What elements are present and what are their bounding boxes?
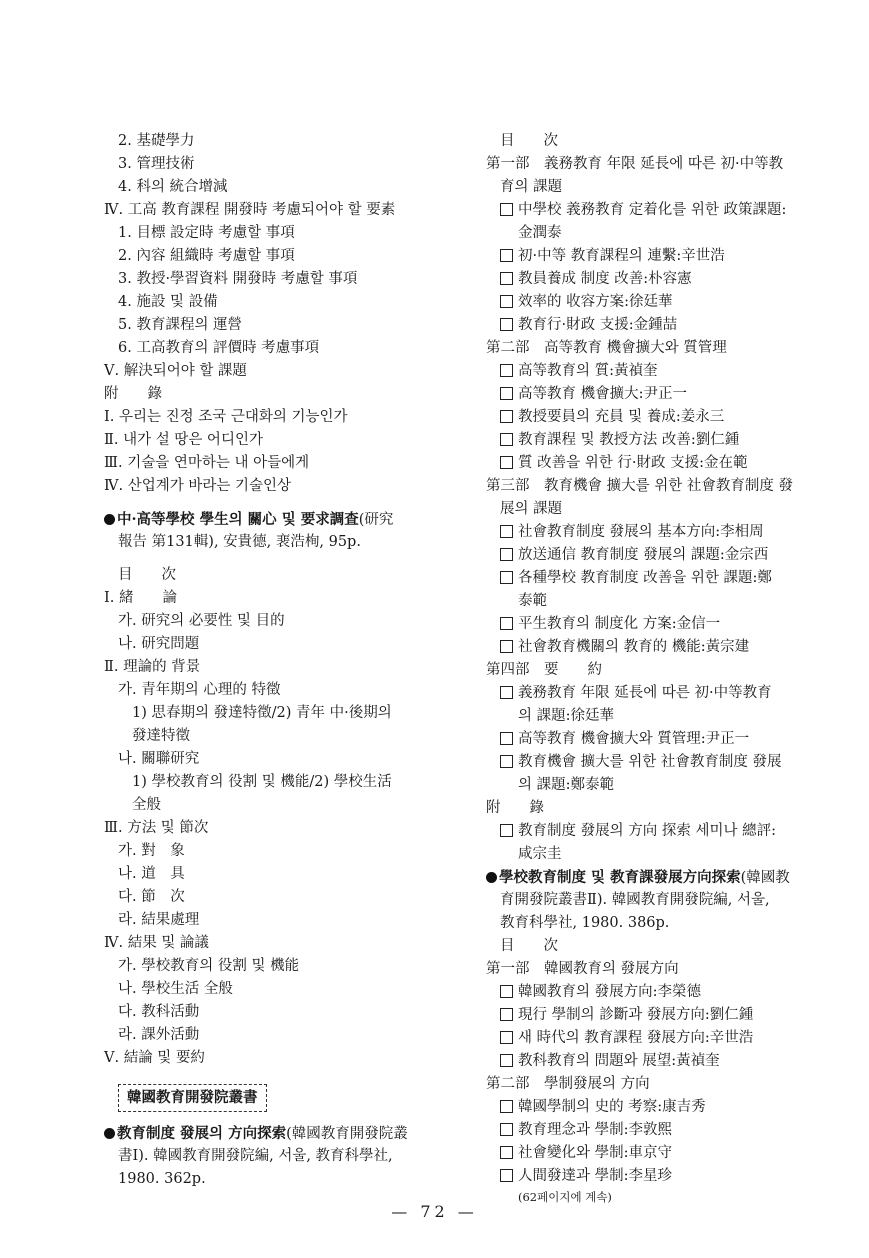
toc-item: 나. 關聯研究 — [118, 751, 200, 767]
toc-item-text: 現行 學制의 診斷과 發展方向:劉仁鍾 — [518, 1007, 754, 1023]
toc-item: 2. 基礎學力 — [118, 133, 195, 149]
checkbox-square-icon — [500, 1146, 513, 1159]
toc-item-text: 社會變化와 學制:車京守 — [518, 1145, 673, 1161]
checkbox-square-icon — [500, 410, 513, 423]
toc-item: 全般 — [132, 797, 161, 813]
toc-item — [486, 613, 846, 636]
toc-item — [486, 1096, 846, 1119]
toc-item-text: 教育制度 發展의 方向 探索 세미나 總評: — [518, 823, 776, 839]
toc-section-heading: 第三部 教育機會 擴大를 위한 社會教育制度 發 — [486, 478, 793, 494]
checkbox-square-icon — [500, 387, 513, 400]
toc-item — [486, 820, 846, 843]
toc-item-text: 社會教育制度 發展의 基本方向:李相周 — [518, 524, 764, 540]
toc-item — [486, 314, 846, 337]
checkbox-square-icon — [500, 617, 513, 630]
bullet-dot-icon — [486, 872, 497, 883]
toc-section-heading: 附 錄 — [486, 800, 544, 816]
checkbox-square-icon — [500, 571, 513, 584]
toc-item: 나. 研究問題 — [118, 636, 200, 652]
toc-item: 6. 工高教育의 評價時 考慮事項 — [118, 340, 320, 356]
spacer — [104, 498, 464, 508]
toc-item: Ⅰ. 緒 論 — [104, 590, 177, 606]
toc-item-text: 韓國學制의 史的 考察:康吉秀 — [518, 1099, 706, 1115]
toc-item: 가. 青年期의 心理的 特徵 — [118, 682, 281, 698]
bullet-dot-icon — [104, 514, 115, 525]
toc-item — [486, 268, 846, 291]
toc-item — [486, 245, 846, 268]
toc-heading: 目 次 — [118, 567, 176, 583]
toc-item — [486, 636, 846, 659]
entry-meta: (韓國教育開發院叢 — [286, 1126, 408, 1142]
series-title-box: 韓國教育開發院叢書 — [118, 1084, 267, 1112]
entry-meta: 教育科學社, 1980. 386p. — [500, 915, 670, 931]
toc-continuation: 의 課題:徐廷華 — [518, 708, 615, 724]
toc-continuation: 金潤泰 — [518, 225, 562, 241]
checkbox-square-icon — [500, 732, 513, 745]
toc-item — [486, 1119, 846, 1142]
entry-meta: 書Ⅰ). 韓國教育開發院編, 서울, 教育科學社, — [118, 1148, 393, 1164]
bullet-dot-icon — [104, 1128, 115, 1139]
toc-item — [486, 1027, 846, 1050]
checkbox-square-icon — [500, 755, 513, 768]
toc-item-text: 새 時代의 教育課程 發展方向:辛世浩 — [518, 1030, 754, 1046]
toc-continuation: 의 課題:鄭泰範 — [518, 777, 615, 793]
toc-item — [486, 199, 846, 222]
appendix-heading: 附 錄 — [104, 386, 162, 402]
toc-item — [486, 567, 846, 590]
checkbox-square-icon — [500, 318, 513, 331]
toc-item-text: 效率的 收容方案:徐廷華 — [518, 294, 673, 310]
checkbox-square-icon — [500, 1123, 513, 1136]
toc-item: 라. 課外活動 — [118, 1027, 200, 1043]
toc-item: 4. 施設 및 設備 — [118, 294, 218, 310]
toc-item: Ⅴ. 結論 및 要約 — [104, 1050, 205, 1066]
entry-title-line — [104, 508, 464, 531]
toc-item-text: 教員養成 制度 改善:朴容憲 — [518, 271, 692, 287]
toc-item: 가. 學校教育의 役割 및 機能 — [118, 958, 300, 974]
toc-item: 다. 教科活動 — [118, 1004, 200, 1020]
checkbox-square-icon — [500, 364, 513, 377]
toc-item-text: 高等教育 機會擴大와 質管理:尹正一 — [518, 731, 750, 747]
toc-item — [486, 682, 846, 705]
continued-note: (62페이지에 계속) — [518, 1190, 612, 1204]
toc-item: Ⅳ. 結果 및 論議 — [104, 935, 209, 951]
entry-title: 學校教育制度 및 教育課發展方向探索 — [499, 869, 741, 886]
toc-item: Ⅲ. 方法 및 節次 — [104, 820, 209, 836]
toc-item — [486, 406, 846, 429]
toc-continuation: 咸宗圭 — [518, 846, 562, 862]
entry-meta: 報告 第131輯), 安貴德, 裵浩栒, 95p. — [118, 534, 361, 550]
toc-item — [486, 291, 846, 314]
appendix-item: Ⅰ. 우리는 진정 조국 근대화의 기능인가 — [104, 409, 348, 425]
toc-section-heading: 第二部 高等教育 機會擴大와 質管理 — [486, 340, 727, 356]
toc-item-text: 韓國教育의 發展方向:李榮德 — [518, 984, 702, 1000]
checkbox-square-icon — [500, 1100, 513, 1113]
toc-item-text: 教授要員의 充員 및 養成:姜永三 — [518, 409, 725, 425]
left-column — [104, 130, 464, 1191]
checkbox-square-icon — [500, 249, 513, 262]
checkbox-square-icon — [500, 272, 513, 285]
toc-item — [486, 452, 846, 475]
toc-item — [486, 728, 846, 751]
toc-item-text: 教育機會 擴大를 위한 社會教育制度 發展 — [518, 754, 782, 770]
toc-item-text: 人間發達과 學制:李星珍 — [518, 1168, 673, 1184]
toc-item-text: 初·中等 教育課程의 連繫:辛世浩 — [518, 248, 725, 264]
checkbox-square-icon — [500, 548, 513, 561]
toc-item: 가. 研究의 必要性 및 目的 — [118, 613, 285, 629]
toc-section-heading: 第一部 義務教育 年限 延長에 따른 初·中等教 — [486, 156, 784, 172]
section-heading: Ⅳ. 工高 教育課程 開發時 考慮되어야 할 要素 — [104, 202, 396, 218]
toc-item-text: 高等教育의 質:黃禎奎 — [518, 363, 658, 379]
toc-item: 發達特徵 — [132, 728, 190, 744]
toc-item: 나. 學校生活 全般 — [118, 981, 233, 997]
toc-item: 1) 思春期의 發達特徵/2) 青年 中·後期의 — [132, 705, 392, 721]
toc-item-text: 教育行·財政 支援:金鍾喆 — [518, 317, 678, 333]
toc-item — [486, 981, 846, 1004]
toc-item — [486, 360, 846, 383]
entry-title-line — [104, 1122, 464, 1145]
checkbox-square-icon — [500, 1054, 513, 1067]
toc-item: Ⅱ. 理論的 背景 — [104, 659, 201, 675]
toc-item: 2. 內容 組織時 考慮할 事項 — [118, 248, 295, 264]
toc-item-text: 義務教育 年限 延長에 따른 初·中等教育 — [518, 685, 772, 701]
checkbox-square-icon — [500, 295, 513, 308]
toc-item — [486, 521, 846, 544]
toc-item-text: 放送通信 教育制度 發展의 課題:金宗西 — [518, 547, 769, 563]
toc-item-text: 社會教育機關의 教育的 機能:黃宗建 — [518, 639, 750, 655]
toc-section-heading: 第二部 學制發展의 方向 — [486, 1076, 650, 1092]
checkbox-square-icon — [500, 640, 513, 653]
toc-item-text: 平生教育의 制度化 方案:金信一 — [518, 616, 721, 632]
checkbox-square-icon — [500, 203, 513, 216]
checkbox-square-icon — [500, 525, 513, 538]
toc-item-text: 中學校 義務教育 定着化를 위한 政策課題: — [518, 202, 787, 218]
toc-item-text: 教科教育의 問題와 展望:黃禎奎 — [518, 1053, 720, 1069]
toc-item: 가. 對 象 — [118, 843, 185, 859]
section-heading: Ⅴ. 解決되어야 할 課題 — [104, 363, 247, 379]
toc-item-text: 教育理念과 學制:李敦熙 — [518, 1122, 673, 1138]
appendix-item: Ⅱ. 내가 설 땅은 어디인가 — [104, 432, 263, 448]
checkbox-square-icon — [500, 456, 513, 469]
checkbox-square-icon — [500, 1169, 513, 1182]
toc-continuation: 泰範 — [518, 593, 547, 609]
checkbox-square-icon — [500, 824, 513, 837]
entry-meta: 1980. 362p. — [118, 1171, 206, 1187]
entry-title-line — [486, 866, 846, 889]
entry-meta: (韓國教 — [740, 870, 790, 886]
toc-item: 다. 節 次 — [118, 889, 185, 905]
right-column — [486, 130, 846, 1206]
toc-item: 나. 道 具 — [118, 866, 185, 882]
toc-section-heading: 第一部 韓國教育의 發展方向 — [486, 961, 679, 977]
toc-section-heading: 第四部 要 約 — [486, 662, 602, 678]
toc-item: 1. 目標 設定時 考慮할 事項 — [118, 225, 295, 241]
spacer — [104, 554, 464, 564]
toc-item — [486, 1050, 846, 1073]
checkbox-square-icon — [500, 686, 513, 699]
appendix-item: Ⅳ. 산업계가 바라는 기술인상 — [104, 478, 291, 494]
toc-item — [486, 429, 846, 452]
checkbox-square-icon — [500, 985, 513, 998]
toc-item — [486, 1165, 846, 1188]
toc-item — [486, 383, 846, 406]
toc-continuation: 展의 課題 — [500, 501, 563, 517]
toc-item: 4. 科의 統合增減 — [118, 179, 228, 195]
entry-title: 中·高等學校 學生의 關心 및 要求調査 — [117, 511, 359, 528]
appendix-item: Ⅲ. 기술을 연마하는 내 아들에게 — [104, 455, 310, 471]
toc-item: 3. 教授·學習資料 開發時 考慮할 事項 — [118, 271, 358, 287]
toc-item-text: 高等教育 機會擴大:尹正一 — [518, 386, 687, 402]
page-number: — 72 — — [391, 1202, 478, 1221]
checkbox-square-icon — [500, 1008, 513, 1021]
spacer-small — [104, 1070, 464, 1076]
toc-item: 3. 管理技術 — [118, 156, 195, 172]
toc-continuation: 育의 課題 — [500, 179, 563, 195]
entry-meta: 育開發院叢書Ⅱ). 韓國教育開發院編, 서울, — [500, 892, 770, 908]
toc-item-text: 各種學校 教育制度 改善을 위한 課題:鄭 — [518, 570, 772, 586]
toc-item — [486, 751, 846, 774]
toc-heading: 目 次 — [500, 938, 558, 954]
toc-item — [486, 1142, 846, 1165]
checkbox-square-icon — [500, 433, 513, 446]
toc-item: 1) 學校教育의 役割 및 機能/2) 學校生活 — [132, 774, 392, 790]
toc-item: 라. 結果處理 — [118, 912, 200, 928]
toc-item-text: 質 改善을 위한 行·財政 支援:金在範 — [518, 455, 748, 471]
entry-title: 教育制度 發展의 方向探索 — [117, 1125, 287, 1142]
toc-item: 5. 教育課程의 運營 — [118, 317, 243, 333]
entry-meta: (研究 — [358, 512, 394, 528]
checkbox-square-icon — [500, 1031, 513, 1044]
toc-item — [486, 1004, 846, 1027]
toc-item-text: 教育課程 및 教授方法 改善:劉仁鍾 — [518, 432, 740, 448]
toc-heading: 目 次 — [500, 133, 558, 149]
toc-item — [486, 544, 846, 567]
